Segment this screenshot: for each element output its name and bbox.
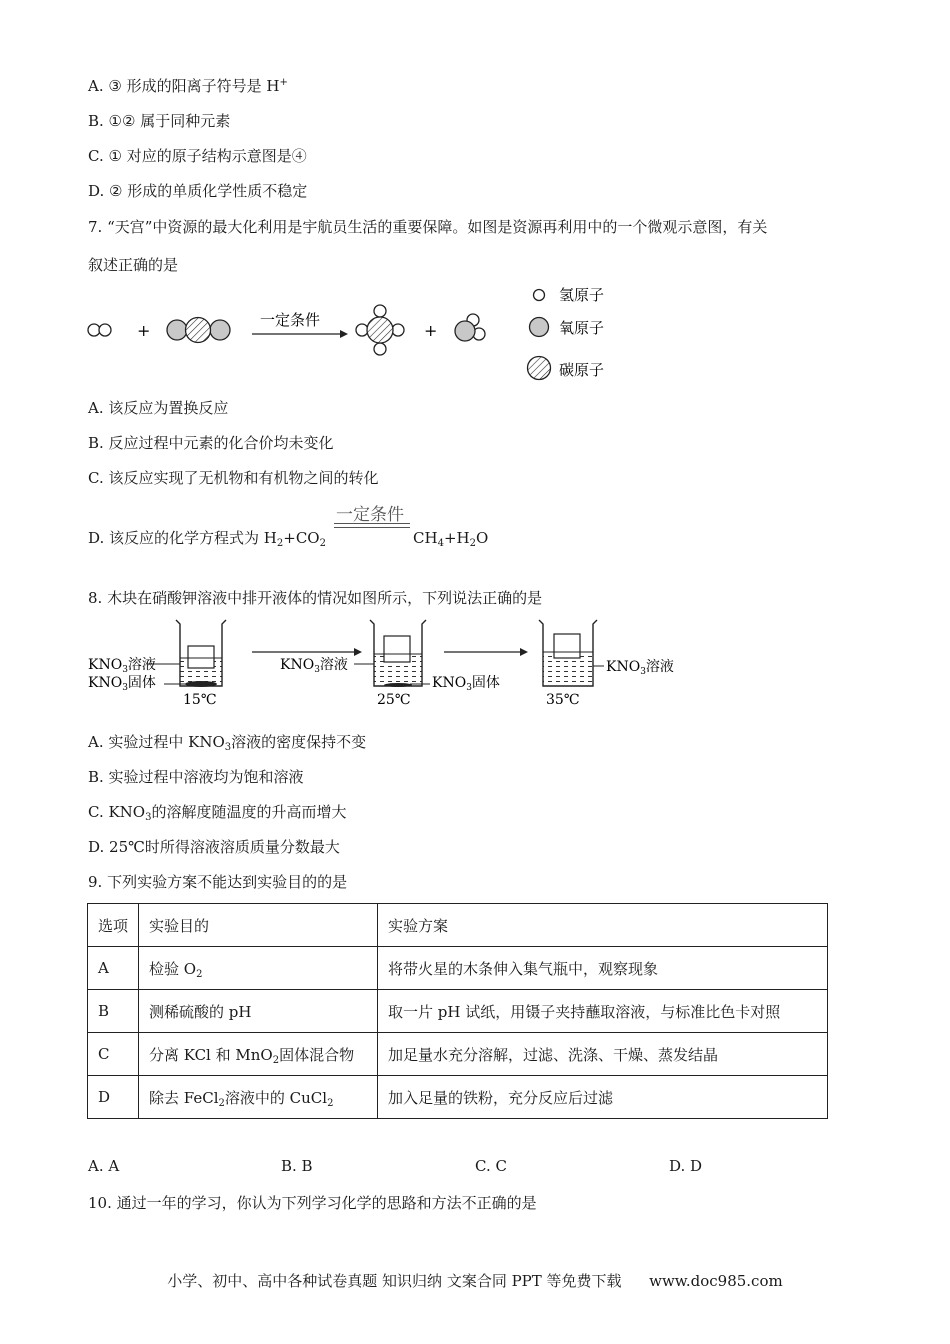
hydrogen-molecule [88,324,111,336]
q8-stem: 8. 木块在硝酸钾溶液中排开液体的情况如图所示，下列说法正确的是 [88,589,543,607]
table-row [88,990,828,1033]
page-footer [0,1270,950,1291]
q8-option-c: C. $KNO_3$的溶解度随温度的升高而增大 [88,803,347,823]
q7-option-c: C. 该反应实现了无机物和有机物之间的转化 [88,469,379,487]
legend-hydrogen: 氢原子 [559,286,605,304]
q7-option-a: A. 该反应为置换反应 [88,399,229,417]
table-row [88,1076,828,1119]
footer-url[interactable]: www.doc985.com [649,1272,783,1290]
cell-goal: 除去 FeCl$_2$溶液中的 CuCl$_2$ [139,1076,378,1119]
q7-option-d: D. 该反应的化学方程式为 $H_2+CO_2$ [88,529,326,549]
q6-option-b: B. ①② 属于同种元素 [88,112,231,130]
q9-choice-d: D. D [669,1157,703,1175]
methane-molecule [356,305,404,355]
beaker-15c [148,620,226,687]
q7-stem-line2: 叙述正确的是 [88,256,179,274]
equation-equals-sign [334,523,410,528]
q7-option-b: B. 反应过程中元素的化合价均未变化 [88,434,334,452]
q10-stem: 10. 通过一年的学习，你认为下列学习化学的思路和方法不正确的是 [88,1194,537,1212]
water-molecule [455,314,485,341]
temp-35: 35℃ [546,692,580,708]
cell-plan: 将带火星的木条伸入集气瓶中，观察现象 [378,947,828,990]
reaction-condition: 一定条件 [260,311,321,329]
table-row [88,947,828,990]
q8-option-d: D. 25℃时所得溶液溶质质量分数最大 [88,838,340,856]
cell-option: D [88,1076,139,1119]
temp-25: 25℃ [377,692,411,708]
q9-choice-b: B. B [281,1157,313,1175]
q7-reaction-diagram [80,280,640,390]
cell-option: B [88,990,139,1033]
legend-carbon: 碳原子 [559,361,605,379]
label-solution-1: $KNO_3$溶液 [88,657,156,675]
cell-plan: 加足量水充分溶解，过滤、洗涤、干燥、蒸发结晶 [378,1033,828,1076]
q9-stem: 9. 下列实验方案不能达到实验目的的是 [88,873,348,891]
label-solution-2: $KNO_3$溶液 [280,657,348,675]
q6-option-c: C. ① 对应的原子结构示意图是④ [88,147,307,165]
beaker-35c [539,620,604,686]
cell-plan: 取一片 pH 试纸，用镊子夹持蘸取溶液，与标准比色卡对照 [378,990,828,1033]
legend [528,286,605,380]
cell-plan: 加入足量的铁粉，充分反应后过滤 [378,1076,828,1119]
cell-goal: 测稀硫酸的 pH [139,990,378,1033]
q7-stem-line1: 7. “天宫”中资源的最大化利用是宇航员生活的重要保障。如图是资源再利用中的一个微观示意图，有关 [88,218,768,236]
table-row [88,1033,828,1076]
legend-oxygen: 氧原子 [559,319,605,337]
cell-option: C [88,1033,139,1076]
header-goal: 实验目的 [139,904,378,947]
q9-choice-c: C. C [475,1157,507,1175]
footer-text: 小学、初中、高中各种试卷真题 知识归纳 文案合同 PPT 等免费下载 [167,1272,622,1290]
header-option: 选项 [88,904,139,947]
plus-sign-1: + [137,321,151,340]
q9-table [87,903,828,1119]
q8-option-a: A. 实验过程中 $KNO_3$溶液的密度保持不变 [88,733,367,753]
q9-choice-a: A. A [88,1157,120,1175]
cell-option: A [88,947,139,990]
plus-sign-2: + [424,321,438,340]
table-header-row [88,904,828,947]
q6-option-a: A. ③ 形成的阳离子符号是 H+ [88,77,288,95]
label-solid-2: $KNO_3$固体 [432,675,500,693]
cell-goal: 分离 KCl 和 MnO$_2$固体混合物 [139,1033,378,1076]
q6-option-d: D. ② 形成的单质化学性质不稳定 [88,182,308,200]
equation-products: $CH_4+H_2O$ [413,529,489,549]
label-solid-1: $KNO_3$固体 [88,675,156,693]
cell-goal: 检验 $O_2$ [139,947,378,990]
header-plan: 实验方案 [378,904,828,947]
label-solution-3: $KNO_3$溶液 [606,659,674,677]
q8-beaker-diagram [84,614,684,714]
temp-15: 15℃ [183,692,217,708]
beaker-25c [354,620,430,687]
equation-condition: 一定条件 [336,505,404,525]
q8-option-b: B. 实验过程中溶液均为饱和溶液 [88,768,304,786]
carbon-dioxide-molecule [167,318,230,343]
